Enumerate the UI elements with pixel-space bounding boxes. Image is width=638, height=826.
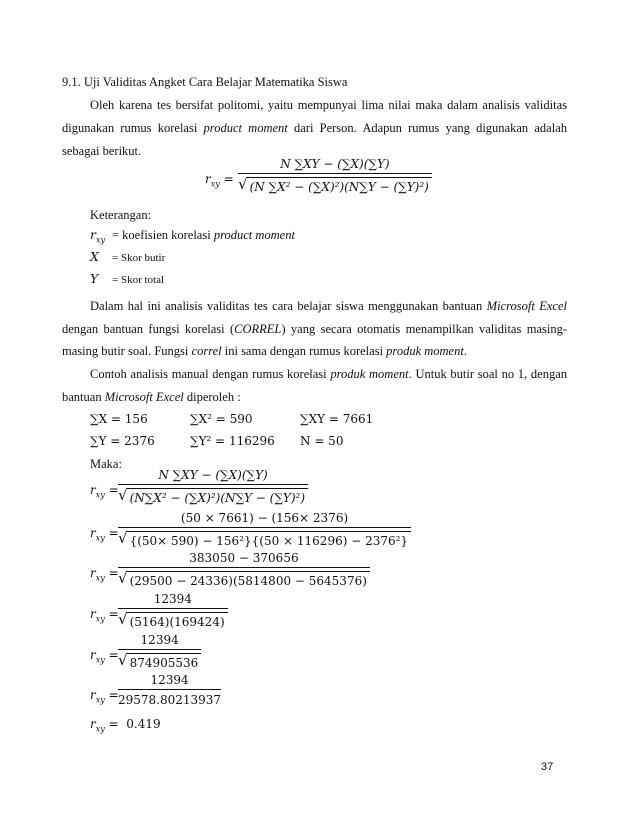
keterangan-item	[90, 227, 295, 249]
paragraph-3-line-2	[62, 389, 241, 405]
radicand: (N∑X² − (∑X)²)(N∑Y − (∑Y)²)	[127, 488, 308, 505]
symbol-r: r	[90, 607, 96, 621]
italic-term: product moment	[213, 228, 295, 242]
step-lhs	[90, 688, 119, 704]
sum-y-squared: ∑Y² = 116296	[190, 434, 275, 448]
italic-term: Microsoft Excel	[104, 390, 184, 404]
symbol-r: r	[90, 566, 96, 580]
paragraph-2-line-1	[90, 298, 567, 314]
main-formula-fraction	[238, 157, 432, 194]
equals-sign: =	[104, 688, 119, 702]
radicand: 874905536	[127, 653, 202, 670]
step-fraction	[118, 673, 221, 707]
italic-term: CORREL	[234, 322, 282, 336]
keterangan-text: = Skor butir	[112, 252, 166, 264]
step-fraction	[118, 633, 201, 670]
symbol-r: r	[90, 717, 96, 731]
symbol-sub: xy	[95, 614, 105, 624]
radicand: (N ∑X² − (∑X)²)(N∑Y − (∑Y)²)	[247, 177, 432, 194]
paragraph-2-line-2	[62, 321, 567, 337]
step-fraction	[118, 592, 228, 629]
keterangan-text: = Skor total	[112, 274, 165, 286]
italic-term: produk moment	[330, 367, 409, 381]
keterangan-item	[90, 271, 164, 288]
italic-term: product moment	[203, 121, 288, 135]
paragraph-3-line-1	[90, 366, 567, 382]
keterangan-text: = koefisien korelasi	[112, 228, 214, 242]
italic-term: Microsoft Excel	[486, 299, 567, 313]
fraction-denominator	[238, 174, 432, 194]
symbol-sub: xy	[95, 490, 105, 500]
fraction-denominator	[118, 690, 221, 707]
sqrt-icon: √	[118, 569, 128, 587]
symbol-r: r	[205, 172, 211, 186]
section-heading: 9.1. Uji Validitas Angket Cara Belajar Matematika Siswa	[62, 75, 348, 89]
text-run: digunakan rumus korelasi	[62, 121, 204, 135]
text-run: Dalam hal ini analisis validitas tes cara belajar siswa menggunakan bantuan	[90, 299, 487, 313]
page-number: 37	[541, 761, 554, 773]
text-run: ) yang secara otomatis menampilkan validitas masing-	[281, 322, 567, 336]
step-lhs	[90, 566, 119, 582]
fraction-numerator: 12394	[140, 633, 179, 647]
equals-sign: =	[104, 566, 119, 580]
symbol-sub: xy	[95, 235, 106, 245]
sum-y: ∑Y = 2376	[90, 434, 155, 448]
fraction-denominator	[118, 528, 411, 548]
equals-sign: =	[104, 483, 119, 497]
text-run: dengan bantuan fungsi korelasi (	[62, 322, 235, 336]
keterangan-symbol: Y	[90, 271, 99, 286]
fraction-denominator	[118, 650, 201, 670]
symbol-r: r	[90, 483, 96, 497]
paragraph-1-line-3: sebagai berikut.	[62, 144, 142, 158]
equals-sign: =	[223, 172, 234, 186]
step-fraction	[118, 468, 308, 505]
radicand: (29500 − 24336)(5814800 − 5645376)	[127, 571, 370, 588]
text-run: . Untuk butir soal no 1, dengan	[408, 367, 568, 381]
keterangan-symbol: X	[90, 249, 99, 264]
main-formula-lhs	[205, 172, 234, 188]
step-fraction	[118, 551, 370, 588]
equals-sign: =	[104, 607, 119, 621]
italic-term: correl	[191, 344, 222, 358]
radicand: {(50× 590) − 156²}{(50 × 116296) − 2376²}	[127, 531, 412, 548]
text-run: diperoleh :	[183, 390, 241, 404]
sum-x-squared: ∑X² = 590	[190, 412, 253, 426]
equals-sign: =	[104, 526, 119, 540]
result-line: $r_{xy} = 0.419$	[90, 717, 161, 734]
sum-x: ∑X = 156	[90, 412, 148, 426]
denominator-value: 29578.80213937	[118, 693, 222, 707]
sqrt-icon: √	[118, 651, 128, 669]
symbol-sub: xy	[95, 724, 105, 734]
symbol-sub: xy	[95, 533, 105, 543]
text-run: .	[463, 344, 467, 358]
text-run: Contoh analisis manual dengan rumus korelasi	[90, 367, 331, 381]
text-run: bantuan	[62, 390, 105, 404]
n-value: N = 50	[300, 434, 344, 448]
fraction-denominator	[118, 485, 308, 505]
keterangan-symbol: $r_{xy}$	[90, 227, 106, 245]
sqrt-icon: √	[118, 610, 128, 628]
fraction-numerator: (50 × 7661) − (156× 2376)	[180, 511, 349, 525]
fraction-numerator: N ∑XY − (∑X)(∑Y)	[158, 468, 268, 482]
fraction-denominator	[118, 568, 370, 588]
radicand: (5164)(169424)	[127, 612, 228, 629]
symbol-sub: xy	[95, 655, 105, 665]
paragraph-2-line-3	[62, 343, 467, 359]
fraction-numerator: N ∑XY − (∑X)(∑Y)	[280, 157, 390, 171]
result-value: 0.419	[126, 717, 161, 731]
keterangan-item	[90, 249, 165, 266]
step-lhs	[90, 483, 119, 499]
fraction-denominator	[118, 609, 228, 629]
keterangan-title: Keterangan:	[90, 208, 152, 222]
text-run: dari Person. Adapun rumus yang digunakan adalah	[287, 121, 567, 135]
paragraph-1-line-1: Oleh karena tes bersifat politomi, yaitu mempunyai lima nilai maka dalam analisis validitas	[90, 98, 567, 112]
step-lhs	[90, 607, 119, 623]
sqrt-icon: √	[118, 529, 128, 547]
sqrt-icon: √	[118, 486, 128, 504]
maka-label: Maka:	[90, 457, 122, 471]
symbol-r: r	[90, 648, 96, 662]
italic-term: produk moment	[386, 344, 464, 358]
step-fraction	[118, 511, 411, 548]
text-run: ini sama dengan rumus korelasi	[221, 344, 387, 358]
text-run: masing butir soal. Fungsi	[62, 344, 192, 358]
symbol-r: r	[90, 688, 96, 702]
paragraph-1-line-2	[62, 120, 567, 136]
symbol-sub: xy	[95, 695, 105, 705]
symbol-sub: xy	[95, 573, 105, 583]
step-lhs	[90, 648, 119, 664]
fraction-numerator: 12394	[150, 673, 189, 687]
equals-sign: =	[104, 648, 119, 662]
step-lhs	[90, 526, 119, 542]
sqrt-icon: √	[238, 175, 248, 193]
sum-xy: ∑XY = 7661	[300, 412, 374, 426]
fraction-numerator: 383050 − 370656	[189, 551, 299, 565]
symbol-sub: xy	[210, 179, 220, 189]
symbol-r: r	[90, 526, 96, 540]
fraction-numerator: 12394	[153, 592, 192, 606]
